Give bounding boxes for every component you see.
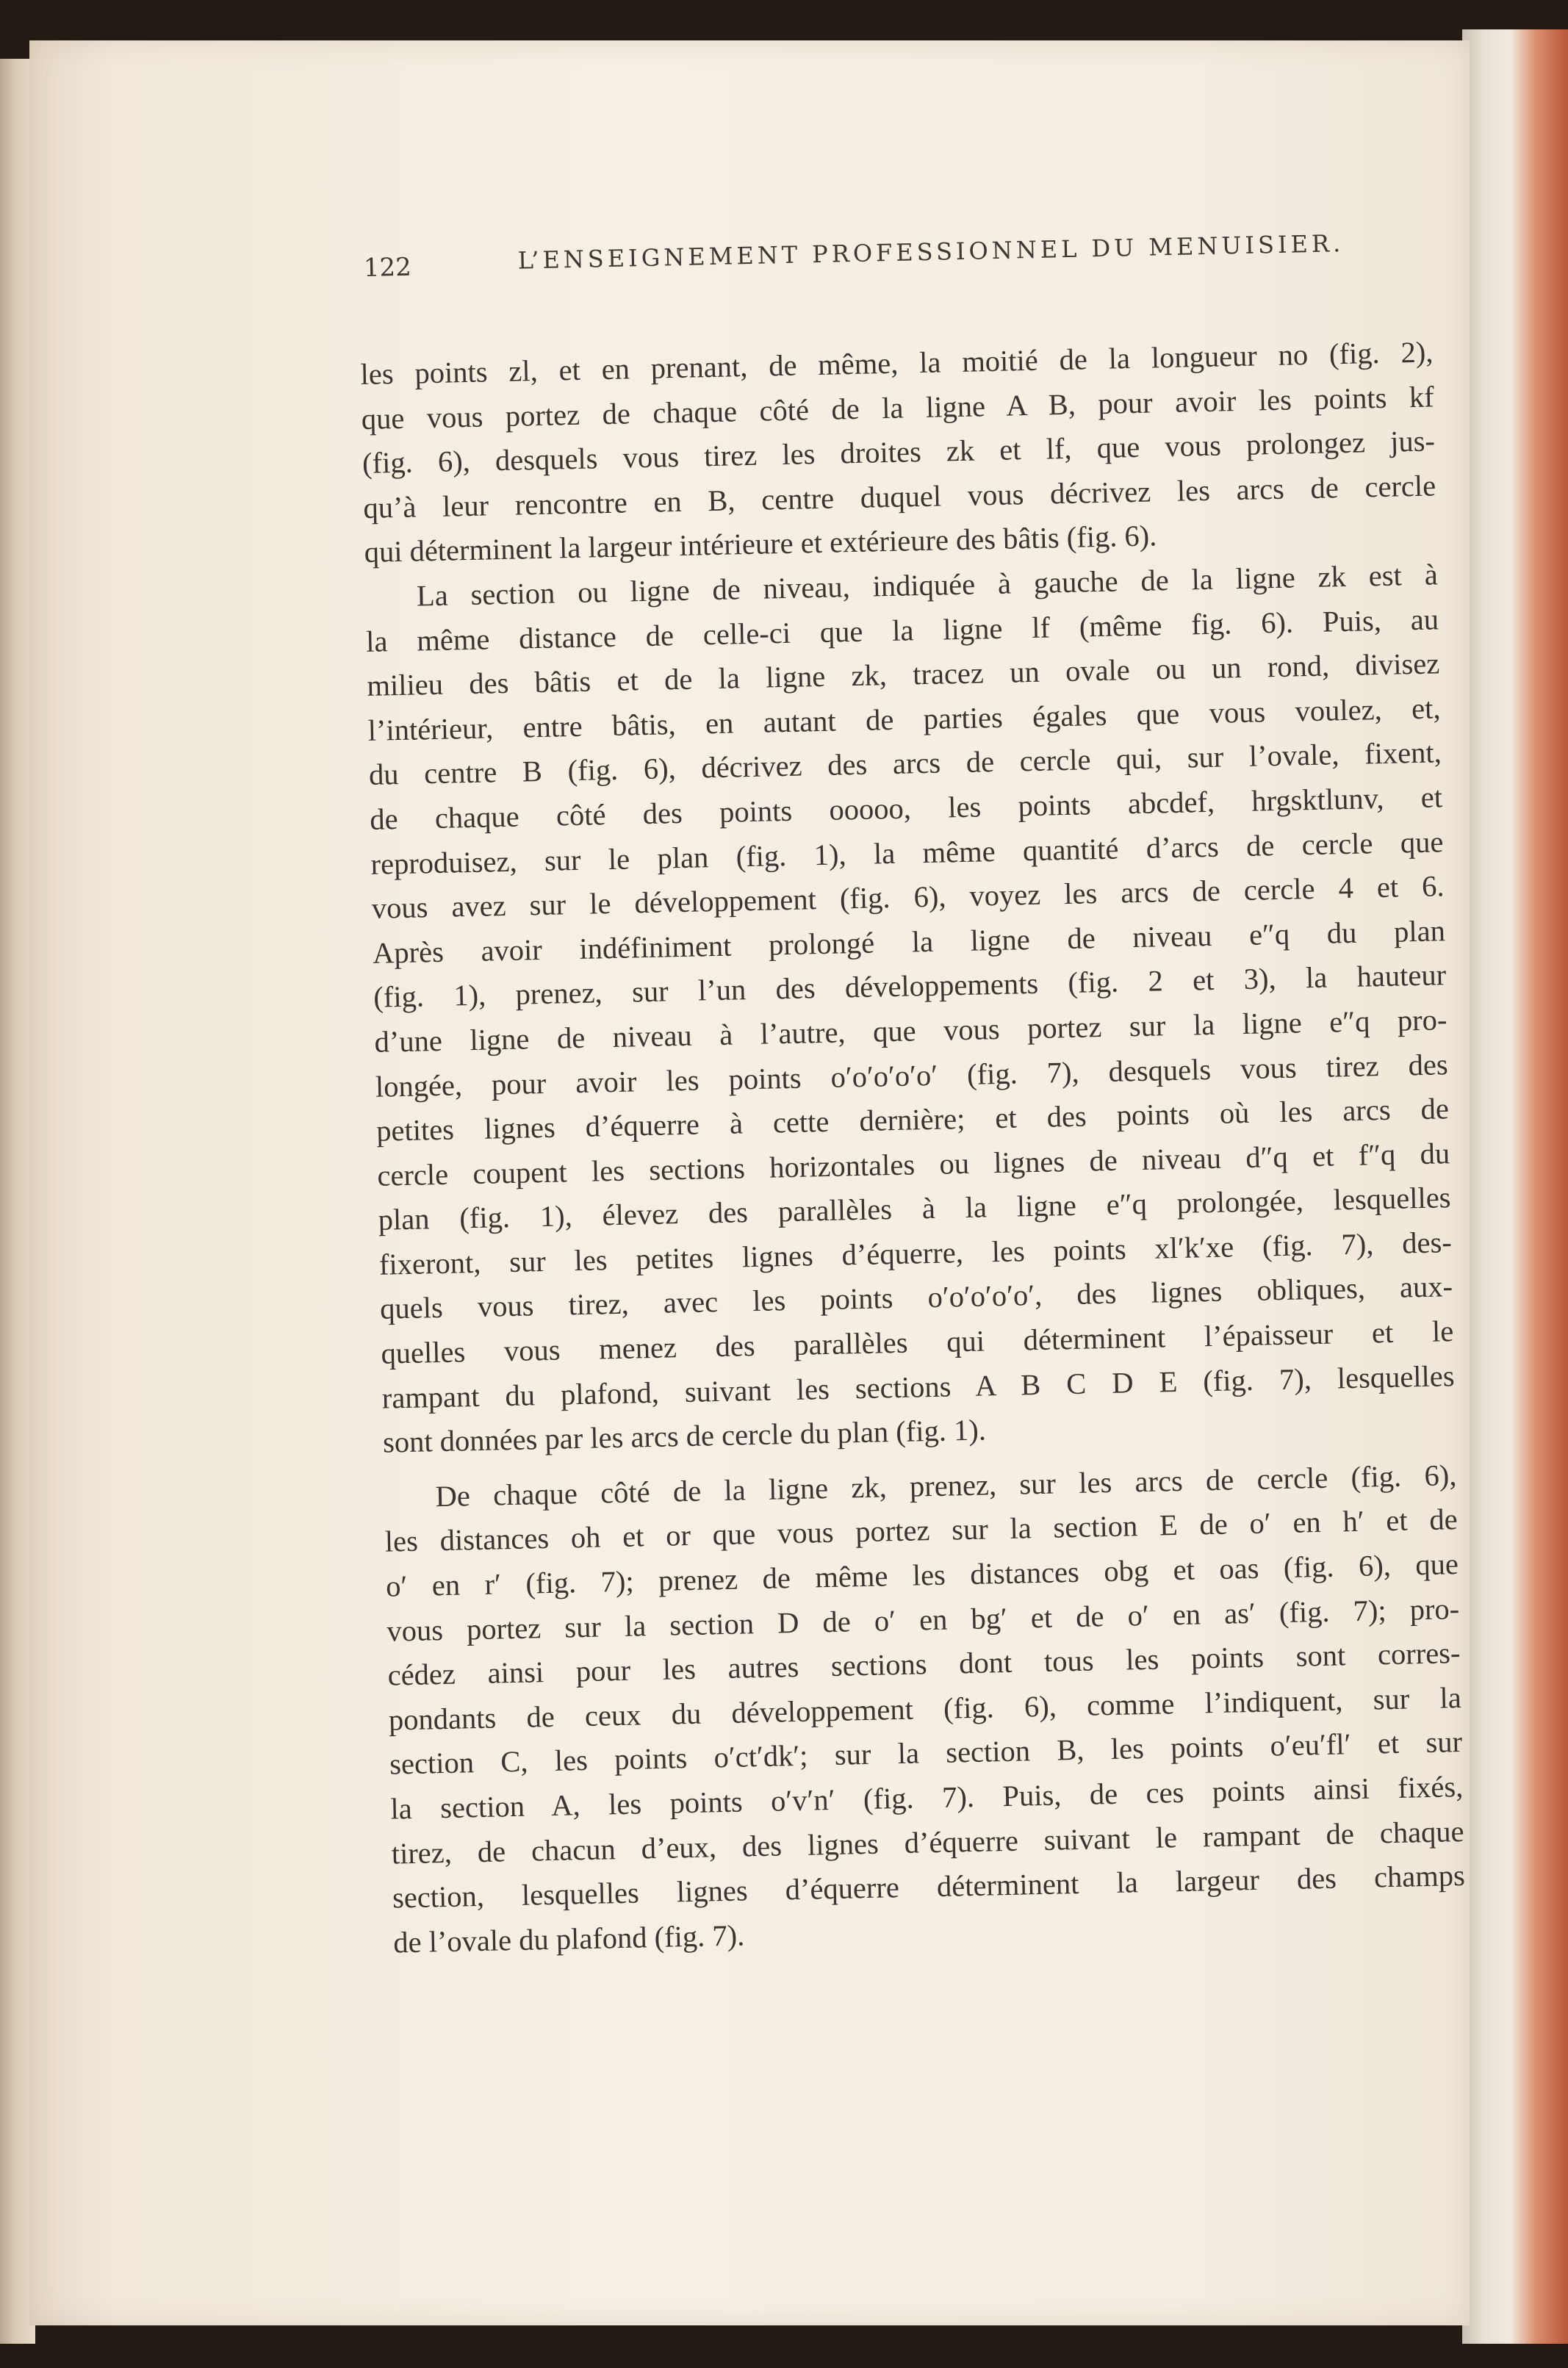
- text-line: d’une ligne de niveau à l’autre, que vous portez sur la ligne e″q pro-: [374, 1003, 1447, 1059]
- text-line: la section A, les points o′v′n′ (fig. 7). Puis, de ces points ainsi fixés,: [390, 1769, 1464, 1826]
- text-line: les distances oh et or que vous portez sur la section E de o′ en h′ et de: [384, 1503, 1459, 1559]
- text-line: Après avoir indéfiniment prolongé la ligne de niveau e″q du plan: [372, 913, 1446, 970]
- text-line: la même distance de celle-ci que la ligne lf (même fig. 6). Puis, au: [365, 602, 1439, 658]
- text-line: cédez ainsi pour les autres sections dont tous les points sont corres-: [387, 1636, 1461, 1692]
- text-line: qui déterminent la largeur intérieure et extérieure des bâtis (fig. 6).: [364, 519, 1157, 569]
- text-line: tirez, de chacun d’eux, des lignes d’équerre suivant le rampant de chaque: [391, 1814, 1464, 1871]
- text-line: fixeront, sur les petites lignes d’équerre, les points xl′k′xe (fig. 7), des-: [378, 1226, 1453, 1281]
- text-line: petites lignes d’équerre à cette dernière; et des points où les arcs de: [375, 1092, 1450, 1148]
- text-line: du centre B (fig. 6), décrivez des arcs de cercle qui, sur l’ovale, fixent,: [368, 735, 1442, 792]
- page-stack-edge: [1462, 29, 1568, 2344]
- text-line: les points zl, et en prenant, de même, la moitié de la longueur no (fig. 2),: [360, 335, 1434, 391]
- text-line: plan (fig. 1), élevez des parallèles à la ligne e″q prolongée, lesquelles: [378, 1181, 1451, 1237]
- text-line: que vous portez de chaque côté de la ligne A B, pour avoir les points kf: [361, 380, 1435, 436]
- text-line: (fig. 6), desquels vous tirez les droites zk et lf, que vous prolongez jus-: [362, 424, 1436, 481]
- text-line: reproduisez, sur le plan (fig. 1), la même quantité d’arcs de cercle que: [370, 824, 1444, 881]
- text-line: milieu des bâtis et de la ligne zk, tracez un ovale ou un rond, divisez: [367, 647, 1440, 703]
- body-text: [360, 330, 1467, 1965]
- text-line: l’intérieur, entre bâtis, en autant de parties égales que vous voulez, et,: [367, 691, 1441, 747]
- text-line: de l’ovale du plafond (fig. 7).: [392, 1918, 745, 1959]
- paragraph-start-line: La section ou ligne de niveau, indiquée à gauche de la ligne zk est à: [416, 558, 1439, 613]
- text-line: quelles vous menez des parallèles qui déterminent l’épaisseur et le: [381, 1314, 1454, 1370]
- text-line: de chaque côté des points ooooo, les points abcdef, hrgsktlunv, et: [369, 780, 1443, 836]
- running-title: L’ENSEIGNEMENT PROFESSIONNEL DU MENUISIER.: [517, 229, 1345, 275]
- text-line: sont données par les arcs de cercle du plan (fig. 1).: [382, 1413, 987, 1459]
- text-line: o′ en r′ (fig. 7); prenez de même les distances obg et oas (fig. 6), que: [385, 1547, 1459, 1603]
- text-line: quels vous tirez, avec les points o′o′o′o′o′, des lignes obliques, aux-: [379, 1270, 1453, 1326]
- text-line: section C, les points o′ct′dk′; sur la section B, les points o′eu′fl′ et sur: [389, 1725, 1463, 1781]
- text-line: rampant du plafond, suivant les sections A B C D E (fig. 7), lesquelles: [381, 1358, 1455, 1415]
- text-line: (fig. 1), prenez, sur l’un des développements (fig. 2 et 3), la hauteur: [373, 958, 1447, 1015]
- text-line: vous avez sur le développement (fig. 6), voyez les arcs de cercle 4 et 6.: [371, 869, 1445, 925]
- text-line: pondants de ceux du développement (fig. 6), comme l’indiquent, sur la: [388, 1680, 1462, 1737]
- page-number: 122: [363, 252, 412, 283]
- text-line: longée, pour avoir les points o′o′o′o′o′ (fig. 7), desquels vous tirez des: [375, 1047, 1449, 1104]
- text-line: section, lesquelles lignes d’équerre déterminent la largeur des champs: [392, 1859, 1466, 1915]
- text-line: cercle coupent les sections horizontales ou lignes de niveau d″q et f″q du: [376, 1136, 1450, 1192]
- text-line: vous portez sur la section D de o′ en bg′ et de o′ en as′ (fig. 7); pro-: [386, 1591, 1460, 1648]
- text-line: qu’à leur rencontre en B, centre duquel vous décrivez les arcs de cercle: [362, 469, 1436, 525]
- paragraph-start-line: De chaque côté de la ligne zk, prenez, sur les arcs de cercle (fig. 6),: [435, 1458, 1457, 1514]
